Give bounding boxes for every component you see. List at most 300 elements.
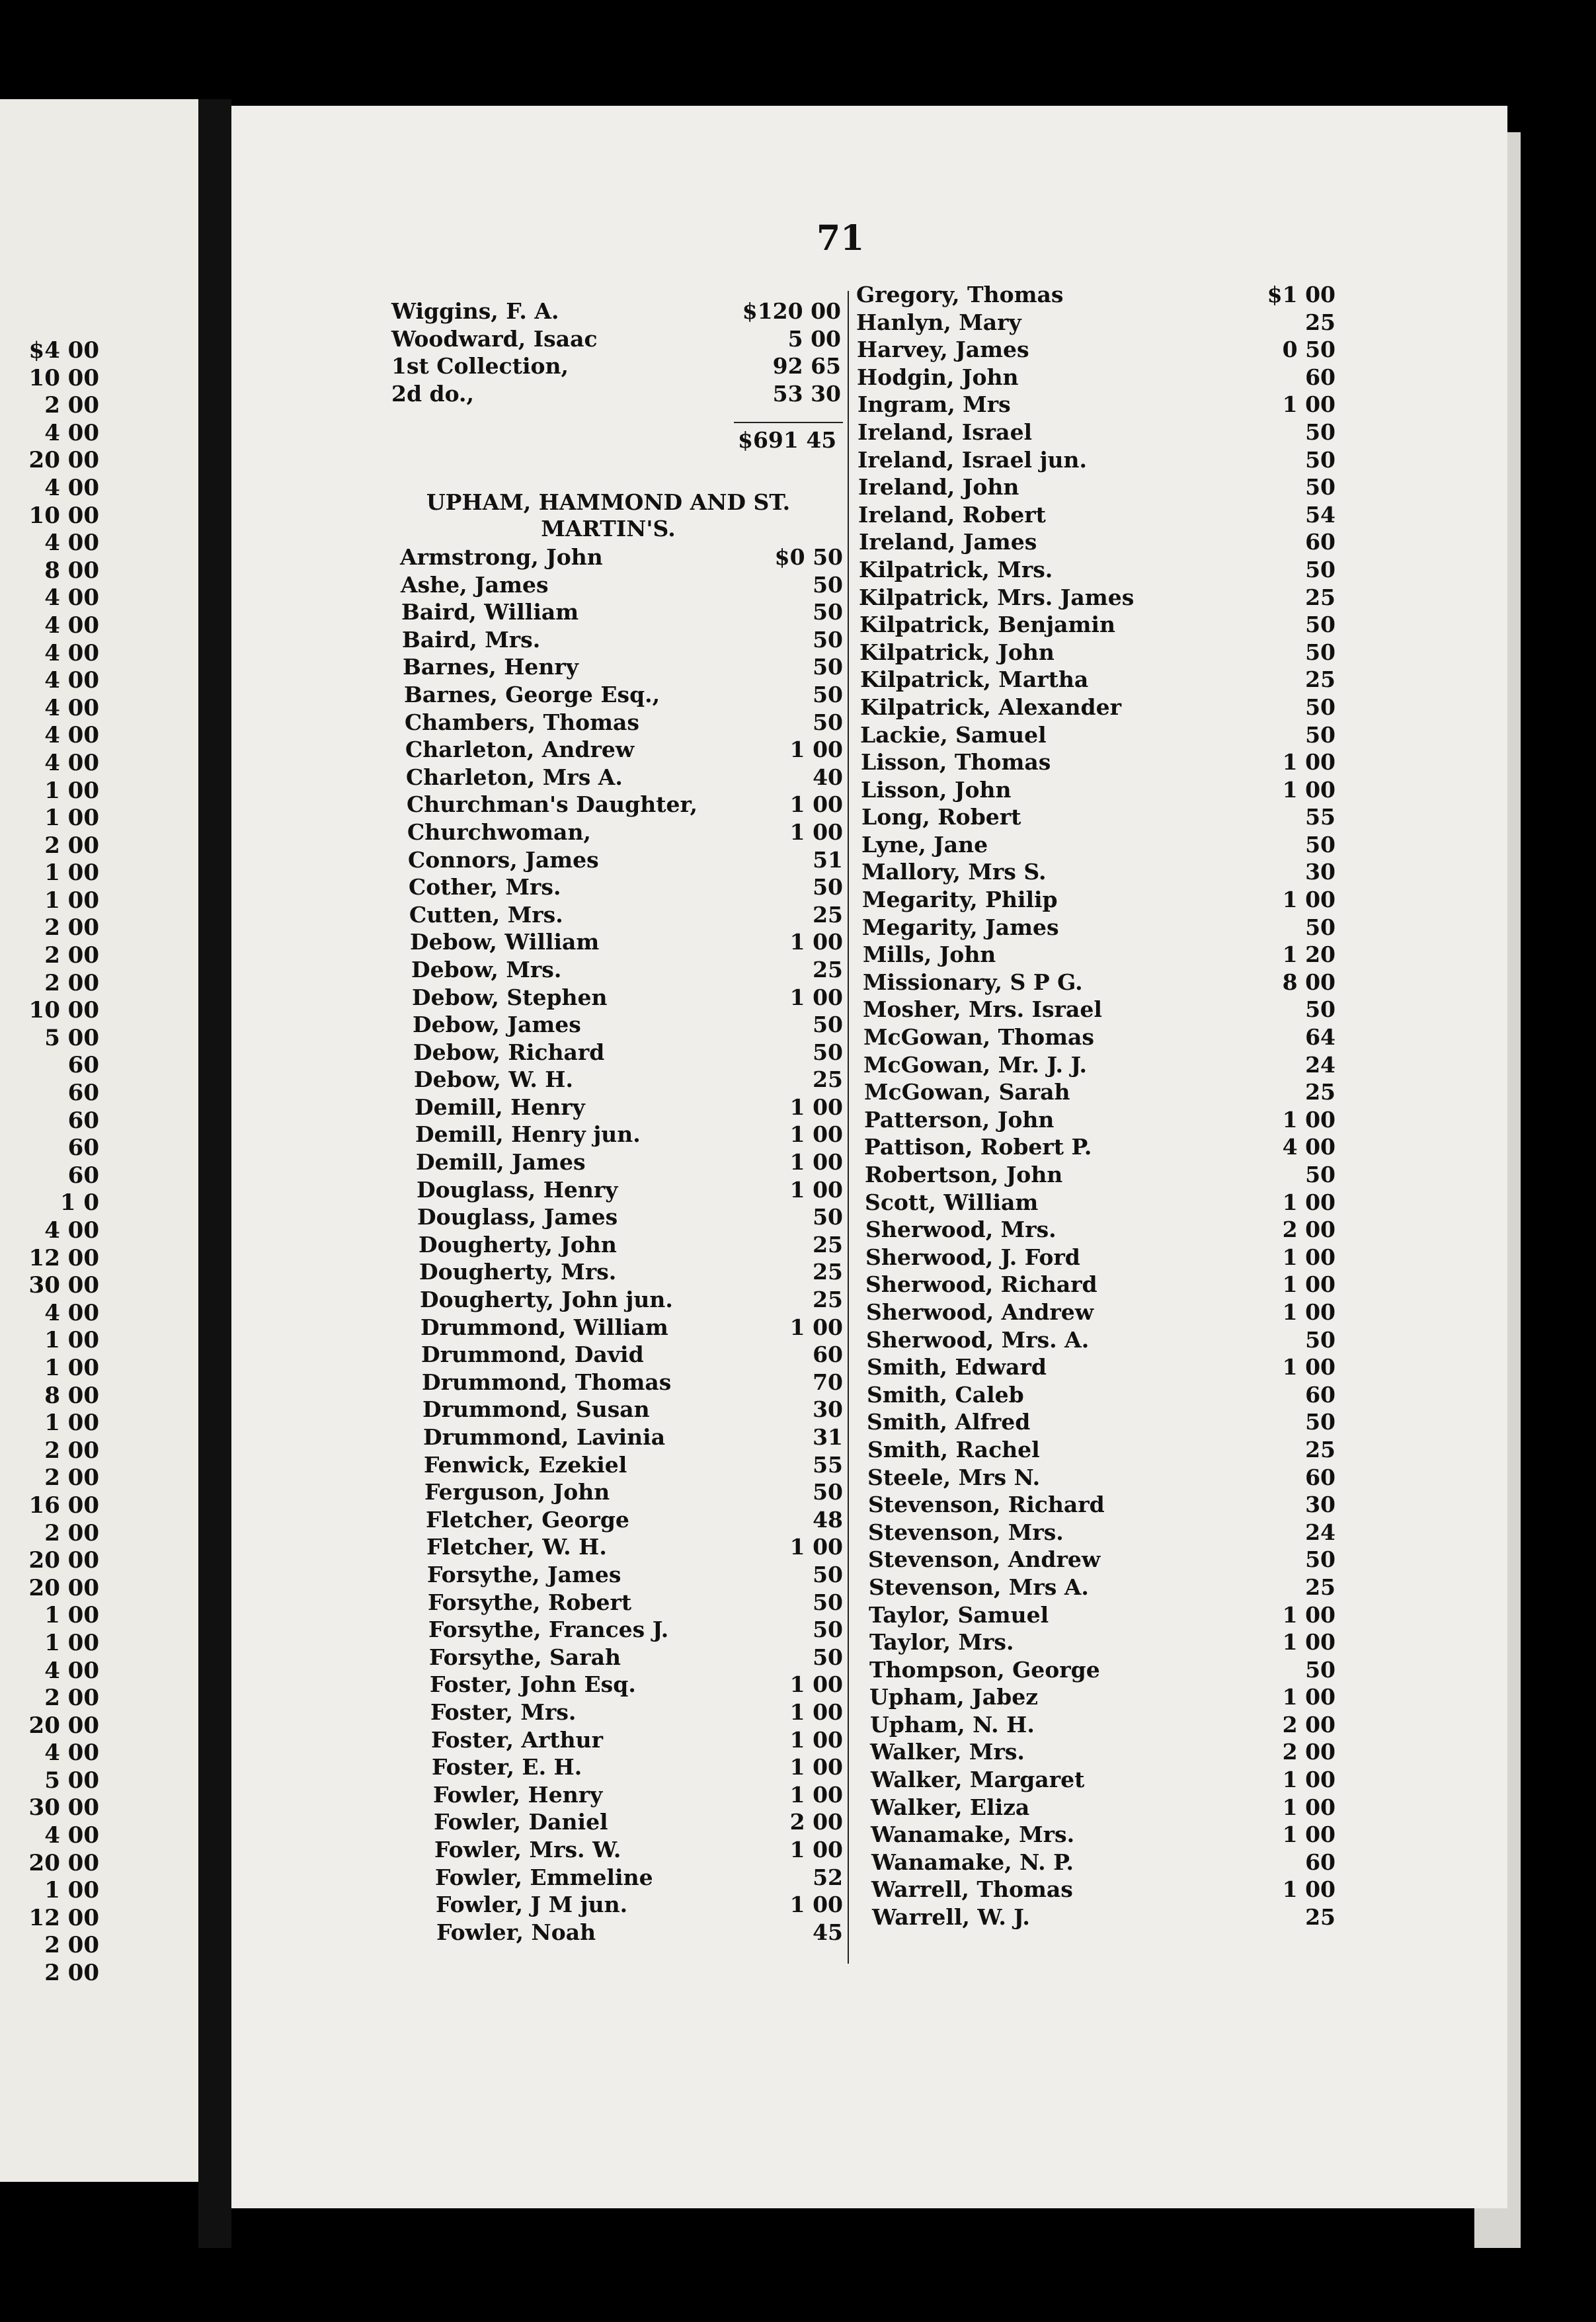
facing-page-amount: 4 00 [44, 1217, 99, 1244]
contribution-amount: $0 50 [774, 544, 843, 570]
contributor-name: Armstrong, John [400, 544, 603, 570]
list-item [856, 1821, 1336, 1849]
list-item [856, 666, 1336, 694]
contribution-amount: 25 [1305, 1574, 1336, 1600]
contributor-name: Fowler, Noah [436, 1919, 596, 1945]
contribution-amount: 50 [813, 709, 843, 735]
contributor-name: Barnes, Henry [403, 654, 579, 680]
contribution-amount: 1 00 [789, 819, 843, 845]
contribution-amount: 1 00 [789, 1671, 843, 1698]
list-item [400, 1341, 843, 1369]
contributor-name: Kilpatrick, Mrs. [859, 556, 1053, 582]
facing-page-amount: 60 [67, 1135, 99, 1162]
contribution-amount: 40 [813, 764, 843, 790]
facing-page [0, 99, 198, 2182]
contribution-amount: 1 00 [1282, 1629, 1336, 1656]
contribution-amount: 0 50 [1282, 337, 1336, 363]
contributor-name: Taylor, Mrs. [869, 1629, 1014, 1656]
contribution-amount: 55 [1305, 804, 1336, 830]
contributor-name: Stevenson, Richard [868, 1492, 1105, 1518]
contributor-name: Warrell, W. J. [872, 1904, 1030, 1931]
list-item [856, 528, 1336, 556]
facing-page-amount: 16 00 [28, 1492, 99, 1519]
facing-page-amount: 30 00 [28, 1272, 99, 1299]
facing-page-amount: 2 00 [44, 969, 99, 996]
contributor-name: Drummond, Lavinia [423, 1424, 666, 1450]
contributor-name: Kilpatrick, Benjamin [859, 612, 1115, 638]
contribution-amount: 1 00 [1282, 1244, 1336, 1270]
contributor-name: Stevenson, Andrew [868, 1546, 1101, 1573]
contribution-amount: 30 [1305, 1492, 1336, 1518]
contribution-amount: 25 [1305, 666, 1336, 693]
contribution-amount: 50 [1305, 639, 1336, 665]
list-item [400, 681, 843, 709]
contribution-amount: 50 [1305, 914, 1336, 940]
contribution-amount: 60 [1305, 1849, 1336, 1875]
list-item [856, 309, 1336, 337]
list-item [856, 1491, 1336, 1519]
list-item [856, 831, 1336, 859]
contributor-name: Lackie, Samuel [860, 721, 1047, 748]
contribution-amount: 25 [1305, 1436, 1336, 1462]
facing-page-amount: 12 00 [28, 1244, 99, 1271]
contributor-name: Scott, William [865, 1189, 1039, 1215]
list-item [400, 1864, 843, 1892]
contribution-amount: 50 [813, 1012, 843, 1038]
list-item [400, 1231, 843, 1259]
contributor-name: 2d do., [391, 380, 475, 407]
list-item [400, 1644, 843, 1671]
contribution-amount: 1 00 [789, 1149, 843, 1176]
facing-page-amount: 4 00 [44, 474, 99, 501]
contribution-amount: 1 00 [789, 1699, 843, 1725]
list-item [400, 543, 843, 571]
contributor-name: Robertson, John [865, 1162, 1063, 1187]
contribution-amount: 2 00 [1282, 1217, 1336, 1243]
contributor-name: 1st Collection, [391, 353, 569, 380]
contribution-amount: 50 [813, 1479, 843, 1505]
facing-page-amount: 2 00 [44, 942, 99, 969]
contribution-amount: 53 30 [772, 380, 841, 407]
contribution-amount: 50 [1305, 1162, 1336, 1187]
contribution-amount: 50 [813, 874, 843, 901]
list-item [856, 1711, 1336, 1739]
contribution-amount: 50 [1305, 1546, 1336, 1573]
contribution-amount: 25 [813, 956, 843, 982]
list-item [856, 1271, 1336, 1299]
contributor-name: Fenwick, Ezekiel [424, 1451, 627, 1478]
contribution-amount: 1 00 [789, 1176, 843, 1203]
facing-page-amount: 20 00 [28, 1547, 99, 1574]
contribution-amount: 25 [813, 1066, 843, 1093]
facing-page-amount: 60 [67, 1162, 99, 1189]
list-item [856, 1051, 1336, 1079]
contribution-amount: 2 00 [789, 1809, 843, 1835]
facing-page-amount: 2 00 [44, 1932, 99, 1959]
contribution-amount: 25 [813, 1231, 843, 1258]
list-item [400, 984, 843, 1012]
contribution-amount: 48 [813, 1506, 843, 1533]
contributor-name: Baird, Mrs. [402, 626, 541, 653]
contributor-name: Hanlyn, Mary [856, 309, 1021, 335]
contribution-amount: 30 [1305, 859, 1336, 885]
contributor-name: McGowan, Sarah [864, 1079, 1070, 1105]
contribution-amount: 5 00 [787, 325, 841, 352]
facing-page-amount: 30 00 [28, 1794, 99, 1822]
contribution-amount: 50 [1305, 831, 1336, 858]
contributor-name: Walker, Margaret [871, 1767, 1085, 1793]
contributor-name: Ireland, James [859, 529, 1037, 555]
list-item [856, 1326, 1336, 1354]
contributor-name: Charleton, Andrew [405, 737, 635, 763]
list-item [856, 1381, 1336, 1409]
contributor-name: Thompson, George [869, 1656, 1100, 1683]
contribution-amount: 50 [1305, 694, 1336, 720]
contribution-amount: 60 [1305, 364, 1336, 390]
contributor-name: Drummond, David [421, 1341, 644, 1368]
list-item [856, 1519, 1336, 1546]
list-item [856, 584, 1336, 612]
facing-page-amount: 5 00 [44, 1767, 99, 1794]
contributor-name: Kilpatrick, Martha [860, 666, 1089, 693]
contribution-amount: 50 [1305, 996, 1336, 1023]
list-item [400, 1616, 843, 1644]
list-item [856, 1023, 1336, 1051]
facing-page-amount: 10 00 [28, 502, 99, 529]
list-item [856, 996, 1336, 1023]
contributor-name: Wiggins, F. A. [391, 298, 559, 324]
contributor-name: Missionary, S P G. [863, 969, 1083, 995]
list-item [856, 969, 1336, 996]
list-item [400, 1781, 843, 1809]
list-item [856, 1876, 1336, 1903]
contributor-name: Douglass, James [417, 1204, 618, 1230]
contributor-name: Kilpatrick, John [859, 639, 1055, 665]
contribution-amount: 1 00 [789, 1314, 843, 1340]
facing-page-amount: 4 00 [44, 667, 99, 694]
list-item [856, 364, 1336, 391]
contribution-amount: 1 00 [1282, 1601, 1336, 1628]
contributor-name: Dougherty, John [419, 1231, 617, 1258]
total-rule [734, 422, 843, 423]
facing-page-amount: 8 00 [44, 1382, 99, 1409]
list-item [400, 1451, 843, 1479]
contribution-amount: $1 00 [1267, 282, 1336, 307]
contributor-name: Megarity, Philip [862, 887, 1058, 913]
contributor-name: Taylor, Samuel [869, 1601, 1049, 1628]
contributor-name: Smith, Edward [867, 1354, 1047, 1381]
page-number: 71 [817, 218, 865, 259]
facing-page-amount: 20 00 [28, 1712, 99, 1739]
contribution-amount: 50 [1305, 556, 1336, 582]
facing-page-amount: 12 00 [28, 1904, 99, 1931]
contribution-amount: 50 [1305, 419, 1336, 445]
facing-page-amount: 20 00 [28, 1849, 99, 1876]
list-item [400, 1753, 843, 1781]
list-item [856, 446, 1336, 474]
contributor-name: Mosher, Mrs. Israel [863, 996, 1102, 1023]
contributor-name: Cother, Mrs. [409, 874, 561, 901]
list-item [400, 1589, 843, 1617]
contributor-name: Walker, Eliza [871, 1794, 1030, 1820]
list-item [856, 914, 1336, 941]
list-item [400, 1369, 843, 1396]
list-item [856, 1408, 1336, 1436]
list-item [856, 721, 1336, 749]
contribution-amount: 30 [813, 1396, 843, 1423]
contributor-name: Megarity, James [862, 914, 1059, 940]
contribution-amount: 60 [1305, 1381, 1336, 1408]
contribution-amount: 54 [1305, 501, 1336, 528]
contribution-amount: 1 00 [1282, 1106, 1336, 1133]
contributor-name: McGowan, Mr. J. J. [863, 1051, 1088, 1078]
list-item [400, 626, 843, 654]
contribution-amount: 1 00 [789, 1836, 843, 1862]
contribution-amount: 1 00 [789, 1781, 843, 1808]
contributor-name: Debow, Stephen [412, 984, 608, 1010]
contributor-name: Debow, William [410, 929, 600, 955]
list-item [400, 1039, 843, 1066]
list-item [400, 1148, 843, 1176]
facing-page-amount: 2 00 [44, 1519, 99, 1546]
contribution-amount: 50 [1305, 446, 1336, 473]
book-gutter [198, 99, 231, 2248]
contributor-name: Upham, Jabez [869, 1684, 1038, 1710]
contributor-name: Fletcher, George [426, 1506, 629, 1533]
contribution-amount: 50 [813, 1617, 843, 1643]
contribution-amount: 1 00 [1282, 749, 1336, 776]
contributor-name: Lisson, John [861, 776, 1012, 803]
list-item [856, 1133, 1336, 1161]
list-item [400, 901, 843, 929]
list-item [856, 1078, 1336, 1106]
contribution-amount: 1 00 [1282, 1684, 1336, 1710]
contribution-amount: 50 [813, 626, 843, 653]
list-item [856, 1353, 1336, 1381]
contributor-name: Foster, Mrs. [430, 1699, 577, 1725]
contribution-amount: 2 00 [1282, 1739, 1336, 1765]
contribution-amount: 50 [1305, 612, 1336, 638]
contribution-amount: 92 65 [772, 353, 841, 380]
list-item [856, 858, 1336, 886]
contribution-amount: 50 [813, 1204, 843, 1230]
contribution-amount: 8 00 [1282, 969, 1336, 995]
contributor-name: Fowler, Emmeline [435, 1864, 653, 1890]
contribution-amount: 1 00 [789, 1754, 843, 1781]
facing-page-amount: 4 00 [44, 722, 99, 749]
contributor-name: Churchman's Daughter, [407, 791, 698, 818]
contributor-name: Mills, John [863, 941, 996, 968]
contributor-name: Hodgin, John [857, 364, 1019, 390]
list-item [400, 1314, 843, 1341]
facing-page-amount: $4 00 [28, 337, 99, 364]
contributor-name: Harvey, James [857, 337, 1029, 363]
contribution-amount: 31 [813, 1424, 843, 1450]
contributor-name: Baird, William [401, 599, 579, 625]
contribution-amount: 25 [1305, 584, 1336, 610]
list-item [856, 1738, 1336, 1766]
facing-page-amount: 4 00 [44, 584, 99, 612]
facing-page-amount: 2 00 [44, 832, 99, 859]
list-item [856, 1849, 1336, 1876]
list-item [856, 281, 1336, 309]
facing-page-amount: 1 00 [44, 777, 99, 804]
contributor-name: McGowan, Thomas [863, 1024, 1095, 1051]
list-item [400, 1423, 843, 1451]
contribution-amount: 1 00 [789, 791, 843, 818]
list-item [856, 1436, 1336, 1464]
contribution-amount: 1 00 [789, 929, 843, 955]
list-item [856, 639, 1336, 666]
facing-page-amount: 4 00 [44, 612, 99, 639]
contributor-name: Woodward, Isaac [391, 325, 598, 352]
facing-page-amount: 4 00 [44, 1657, 99, 1684]
contributor-name: Barnes, George Esq., [404, 681, 660, 707]
contributor-name: Warrell, Thomas [871, 1876, 1073, 1903]
contributor-name: Debow, James [413, 1012, 581, 1038]
contributor-name: Debow, Mrs. [411, 956, 562, 982]
contribution-amount: 1 00 [789, 737, 843, 763]
contributor-name: Fowler, Henry [433, 1781, 603, 1808]
contributor-name: Douglass, Henry [417, 1176, 618, 1203]
list-item [856, 1903, 1336, 1931]
contributor-name: Fowler, Mrs. W. [434, 1836, 621, 1862]
contributor-name: Lisson, Thomas [861, 749, 1051, 776]
facing-page-amount: 10 00 [28, 364, 99, 391]
contributor-name: Patterson, John [864, 1106, 1055, 1133]
list-item [856, 1464, 1336, 1492]
list-item [400, 1478, 843, 1506]
facing-page-amount: 1 00 [44, 860, 99, 887]
contribution-amount: 50 [1305, 1326, 1336, 1353]
contribution-amount: 51 [813, 846, 843, 873]
list-item [856, 1216, 1336, 1244]
list-item [856, 1766, 1336, 1794]
list-item [856, 1546, 1336, 1574]
facing-page-amount: 20 00 [28, 1574, 99, 1601]
contributor-name: Charleton, Mrs A. [406, 764, 623, 790]
list-item [856, 694, 1336, 721]
contributor-name: Demill, James [416, 1149, 586, 1176]
facing-page-amount: 5 00 [44, 1024, 99, 1051]
list-item [391, 352, 841, 380]
list-item [856, 1656, 1336, 1684]
facing-page-amount: 10 00 [28, 997, 99, 1024]
contributor-name: Fowler, Daniel [434, 1809, 608, 1835]
contribution-amount: 1 00 [1282, 1189, 1336, 1215]
contribution-amount: 1 00 [1282, 1354, 1336, 1381]
list-item [856, 1794, 1336, 1822]
contributor-name: Ireland, Israel [858, 419, 1033, 445]
contribution-amount: 60 [1305, 1464, 1336, 1490]
contribution-amount: 52 [813, 1864, 843, 1890]
list-item [391, 298, 841, 325]
facing-page-amount: 4 00 [44, 694, 99, 721]
list-item [400, 1919, 843, 1946]
contribution-amount: 50 [813, 1561, 843, 1587]
list-item [400, 1258, 843, 1286]
contribution-amount: 50 [1305, 1409, 1336, 1435]
contributor-name: Ashe, James [401, 571, 549, 598]
contribution-amount: 55 [813, 1451, 843, 1478]
list-item [400, 653, 843, 681]
facing-page-amount: 4 00 [44, 639, 99, 666]
contributor-name: Upham, N. H. [870, 1711, 1035, 1738]
contributor-name: Long, Robert [861, 804, 1021, 830]
list-item [400, 1561, 843, 1589]
contributor-name: Gregory, Thomas [856, 282, 1064, 307]
contributor-name: Foster, E. H. [432, 1754, 582, 1781]
contributor-name: Cutten, Mrs. [409, 901, 563, 928]
contributor-name: Smith, Rachel [867, 1436, 1040, 1462]
contributor-name: Smith, Caleb [867, 1381, 1024, 1408]
list-item [856, 1574, 1336, 1601]
contribution-amount: 25 [1305, 309, 1336, 335]
contribution-amount: 1 00 [789, 1726, 843, 1753]
contributor-name: Sherwood, Richard [865, 1271, 1097, 1298]
list-item [400, 709, 843, 737]
facing-page-amount: 1 00 [44, 1410, 99, 1437]
list-item [400, 1533, 843, 1561]
facing-page-amount: 4 00 [44, 1822, 99, 1849]
contributor-name: Stevenson, Mrs A. [869, 1574, 1089, 1600]
contributor-name: Drummond, William [420, 1314, 668, 1340]
contribution-amount: 50 [813, 1589, 843, 1615]
list-item [400, 819, 843, 846]
list-item [400, 791, 843, 819]
list-item [400, 1726, 843, 1754]
contribution-amount: 50 [813, 1039, 843, 1065]
facing-page-amount: 2 00 [44, 1437, 99, 1464]
list-item [856, 501, 1336, 529]
contributor-name: Foster, John Esq. [430, 1671, 636, 1698]
contribution-amount: 1 00 [1282, 776, 1336, 803]
facing-page-amount: 1 00 [44, 805, 99, 832]
contributor-name: Sherwood, Mrs. [865, 1217, 1057, 1243]
facing-page-amount: 4 00 [44, 530, 99, 557]
contributor-name: Lyne, Jane [861, 831, 988, 858]
facing-page-amount: 2 00 [44, 1464, 99, 1492]
list-item [856, 1683, 1336, 1711]
contribution-amount: 50 [813, 599, 843, 625]
contribution-amount: 1 00 [789, 1121, 843, 1148]
contributor-name: Stevenson, Mrs. [868, 1519, 1064, 1545]
contributor-name: Connors, James [408, 846, 599, 873]
list-item [856, 473, 1336, 501]
facing-page-amount: 4 00 [44, 1740, 99, 1767]
list-item [400, 1506, 843, 1534]
list-item [856, 1161, 1336, 1189]
list-item [400, 1121, 843, 1148]
list-item [400, 1836, 843, 1864]
facing-page-amount: 60 [67, 1052, 99, 1079]
left-column-list [400, 543, 843, 1946]
list-item [400, 571, 843, 599]
list-item [400, 1396, 843, 1423]
contributor-name: Dougherty, Mrs. [419, 1259, 617, 1285]
contributor-name: Foster, Arthur [431, 1726, 604, 1753]
contribution-amount: 25 [813, 1259, 843, 1285]
list-item [400, 1699, 843, 1726]
list-item [400, 928, 843, 956]
list-item [856, 886, 1336, 914]
contribution-amount: 1 00 [789, 1094, 843, 1120]
contributor-name: Pattison, Robert P. [864, 1134, 1092, 1160]
contribution-amount: 1 00 [1282, 1299, 1336, 1325]
contribution-amount: 64 [1305, 1024, 1336, 1051]
contributor-name: Forsythe, Frances J. [428, 1617, 669, 1643]
facing-page-amount: 4 00 [44, 1299, 99, 1326]
